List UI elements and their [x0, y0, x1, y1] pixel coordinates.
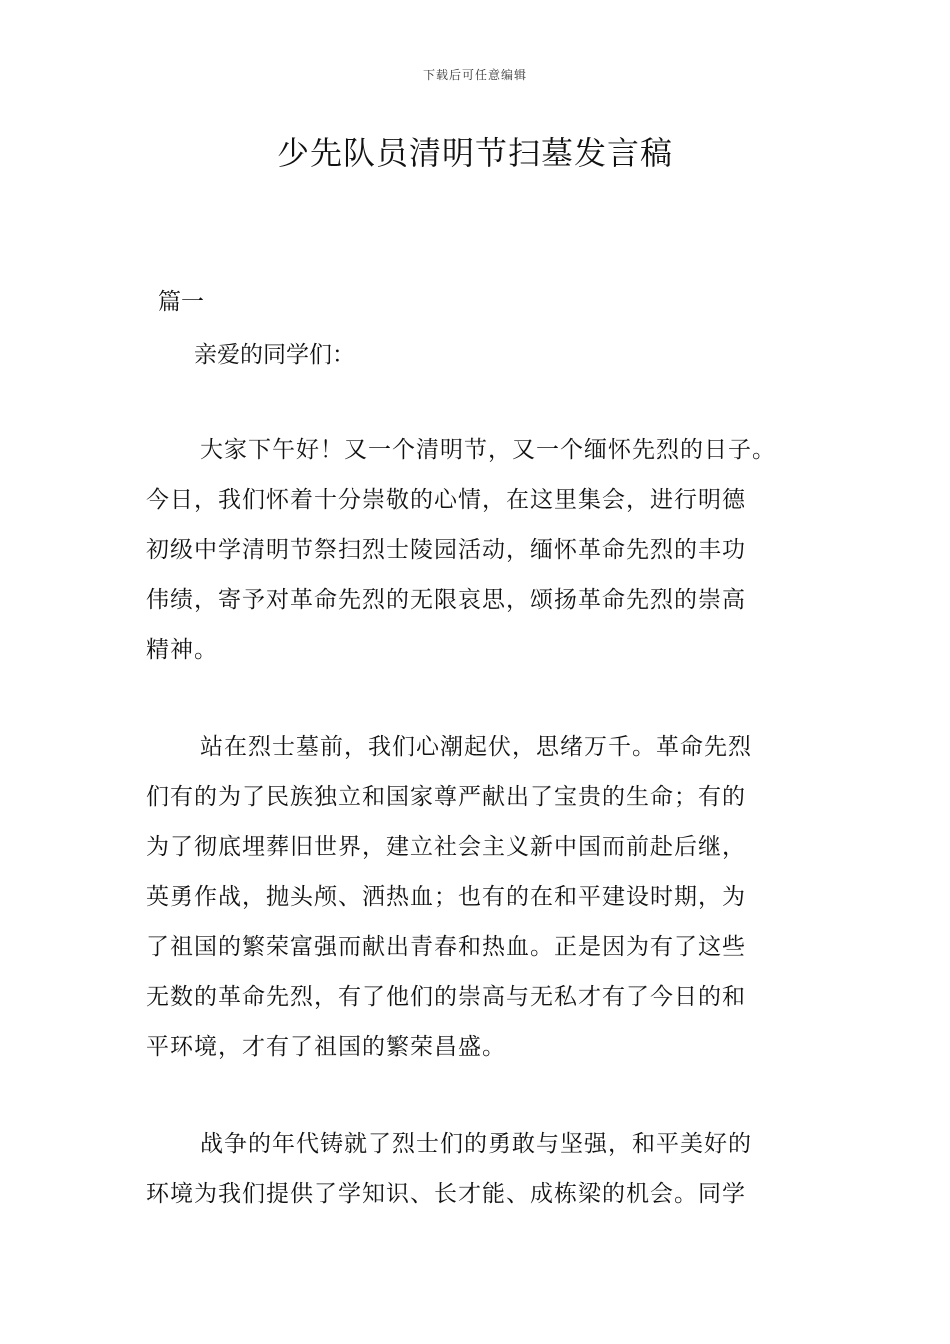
paragraph-line: 英勇作战，抛头颅、洒热血；也有的在和平建设时期，为	[146, 884, 746, 910]
paragraph-line: 为了彻底埋葬旧世界，建立社会主义新中国而前赴后继，	[146, 834, 746, 860]
paragraph-line: 初级中学清明节祭扫烈士陵园活动，缅怀革命先烈的丰功	[146, 537, 746, 563]
paragraph-3	[146, 1119, 806, 1219]
paragraph-line: 大家下午好！又一个清明节，又一个缅怀先烈的日子。	[200, 437, 776, 463]
header-note: 下载后可任意编辑	[422, 68, 527, 82]
document-title: 少先队员清明节扫墓发言稿	[276, 134, 673, 172]
paragraph-line: 平环境，才有了祖国的繁荣昌盛。	[146, 1034, 506, 1060]
paragraph-line: 环境为我们提供了学知识、长才能、成栋梁的机会。同学	[146, 1181, 746, 1207]
paragraph-2	[146, 722, 806, 1072]
paragraph-line: 站在烈士墓前，我们心潮起伏，思绪万千。革命先烈	[200, 734, 752, 760]
section-label: 篇一	[158, 289, 204, 315]
salutation: 亲爱的同学们：	[194, 342, 355, 368]
paragraph-line: 精神。	[146, 637, 218, 663]
paragraph-line: 伟绩，寄予对革命先烈的无限哀思，颂扬革命先烈的崇高	[146, 587, 746, 613]
paragraph-line: 们有的为了民族独立和国家尊严献出了宝贵的生命；有的	[146, 784, 746, 810]
paragraph-line: 无数的革命先烈，有了他们的崇高与无私才有了今日的和	[146, 984, 746, 1010]
paragraph-line: 了祖国的繁荣富强而献出青春和热血。正是因为有了这些	[146, 934, 746, 960]
paragraph-line: 今日，我们怀着十分崇敬的心情，在这里集会，进行明德	[146, 487, 746, 513]
paragraph-1	[146, 425, 806, 675]
paragraph-line: 战争的年代铸就了烈士们的勇敢与坚强，和平美好的	[200, 1131, 752, 1157]
